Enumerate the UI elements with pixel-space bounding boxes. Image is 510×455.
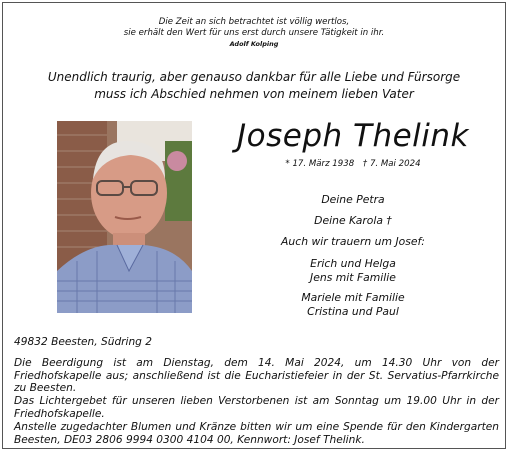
service-details <box>14 336 499 446</box>
intro-line-1: Unendlich traurig, aber genauso dankbar für alle Liebe und Fürsorge <box>47 70 461 84</box>
quote-line-2: sie erhält den Wert für uns erst durch unsere Tätigkeit in ihr. <box>123 27 385 38</box>
death-date: † 7. Mai 2024 <box>362 159 421 169</box>
mourner-group-1-line-1: Erich und Helga <box>310 257 396 270</box>
mourners-also-heading: Auch wir trauern um Josef: <box>281 235 425 248</box>
mourner-group-1-line-2: Jens mit Familie <box>310 271 396 284</box>
mourner-daughter-2: Deine Karola † <box>314 214 392 227</box>
donation-info: Anstelle zugedachter Blumen und Kränze bitten wir um eine Spende für den Kindergarten Beesten, DE03 2806 9994 0300 4104 00, Kennwort: Josef Thelink. <box>14 420 499 446</box>
quote-author: Adolf Kolping <box>229 40 279 48</box>
mourners-list <box>198 193 508 319</box>
address: 49832 Beesten, Südring 2 <box>14 336 153 348</box>
birth-date: * 17. März 1938 <box>285 159 355 169</box>
intro-line-2: muss ich Abschied nehmen von meinem lieben Vater <box>94 87 414 101</box>
prayer-info: Das Lichtergebet für unseren lieben Verstorbenen ist am Sonntag um 19.00 Uhr in der Friedhofskapelle. <box>14 395 499 420</box>
life-dates <box>198 159 508 169</box>
mourner-daughter-1: Deine Petra <box>321 193 385 206</box>
intro-text <box>3 69 505 103</box>
portrait-photo <box>57 121 192 313</box>
quote-line-1: Die Zeit an sich betrachtet ist völlig wertlos, <box>158 17 350 27</box>
deceased-name: Joseph Thelink <box>237 118 469 154</box>
portrait-photo-illustration <box>57 121 192 313</box>
mourner-group-2-line-1: Mariele mit Familie <box>301 291 405 304</box>
funeral-info: Die Beerdigung ist am Dienstag, dem 14. Mai 2024, um 14.30 Uhr von der Friedhofskapelle aus; anschließend ist die Eucharistiefeier in der St. Servatius-Pfarrkirche zu Beesten. <box>14 356 499 395</box>
quote-block <box>3 17 505 50</box>
mourner-group-2 <box>198 291 508 319</box>
mourner-group-1 <box>198 257 508 285</box>
obituary-card <box>2 2 506 449</box>
mourner-group-2-line-2: Cristina und Paul <box>307 305 399 318</box>
